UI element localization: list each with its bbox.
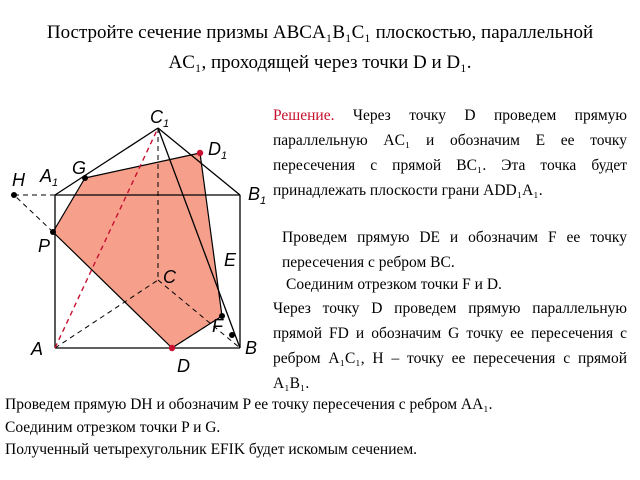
label-H: H (12, 170, 25, 190)
label-A1: $A_1$ (40, 166, 59, 189)
solution-step-1: Через точку D проведем прямую параллельную AC₁ и обозначим E ее точку пересечения с прямой BC₁. Эта точка будет принадлежать плоскости грани ADD₁A₁. (273, 107, 627, 199)
problem-statement (14, 18, 626, 78)
section-polygon (53, 153, 222, 348)
label-A: A (31, 339, 44, 359)
label-B1: $B_1$ (248, 184, 267, 207)
solution-step-5: Проведем прямую DH и обозначим P ее точку пересечения с ребром AA₁. (5, 396, 493, 413)
solution-step-2: Проведем прямую DE и обозначим F ее точку пересечения с ребром BC. (282, 229, 627, 271)
label-D: D (177, 356, 190, 376)
prism-figure (0, 95, 272, 377)
solution-paragraph-1 (273, 103, 627, 203)
solution-step-6: Соединим отрезком точки P и G. (5, 419, 221, 436)
problem-line-1: Постройте сечение призмы ABCA₁B₁C₁ плоскостью, параллельной (46, 22, 594, 43)
label-P: P (38, 236, 51, 256)
point-B-dot (229, 332, 235, 338)
label-G: G (72, 158, 87, 178)
solution-step-7: Полученный четырехугольник EFIK будет искомым сечением. (5, 441, 418, 458)
point-P-dot (50, 229, 56, 235)
label-B: B (245, 338, 258, 358)
point-D1-dot (197, 150, 203, 156)
label-C: C (163, 267, 176, 287)
point-D-dot (169, 345, 175, 351)
label-E: E (224, 250, 237, 270)
problem-line-2: AC₁, проходящей через точки D и D₁. (168, 52, 472, 73)
solution-heading: Решение. (273, 107, 335, 124)
point-H-dot (11, 192, 17, 198)
label-C1: $C_1$ (150, 107, 170, 130)
solution-step-3: Соединим отрезком точки F и D. (286, 276, 502, 293)
solution-step-4: Через точку D проведем прямую параллельную прямой FD и обозначим G точку ее пересечения с ребром A₁C₁, H – точку ее пересечения с прямой A₁B₁. (273, 300, 627, 392)
label-D1: $D_1$ (208, 139, 228, 162)
label-F: F (212, 316, 223, 336)
